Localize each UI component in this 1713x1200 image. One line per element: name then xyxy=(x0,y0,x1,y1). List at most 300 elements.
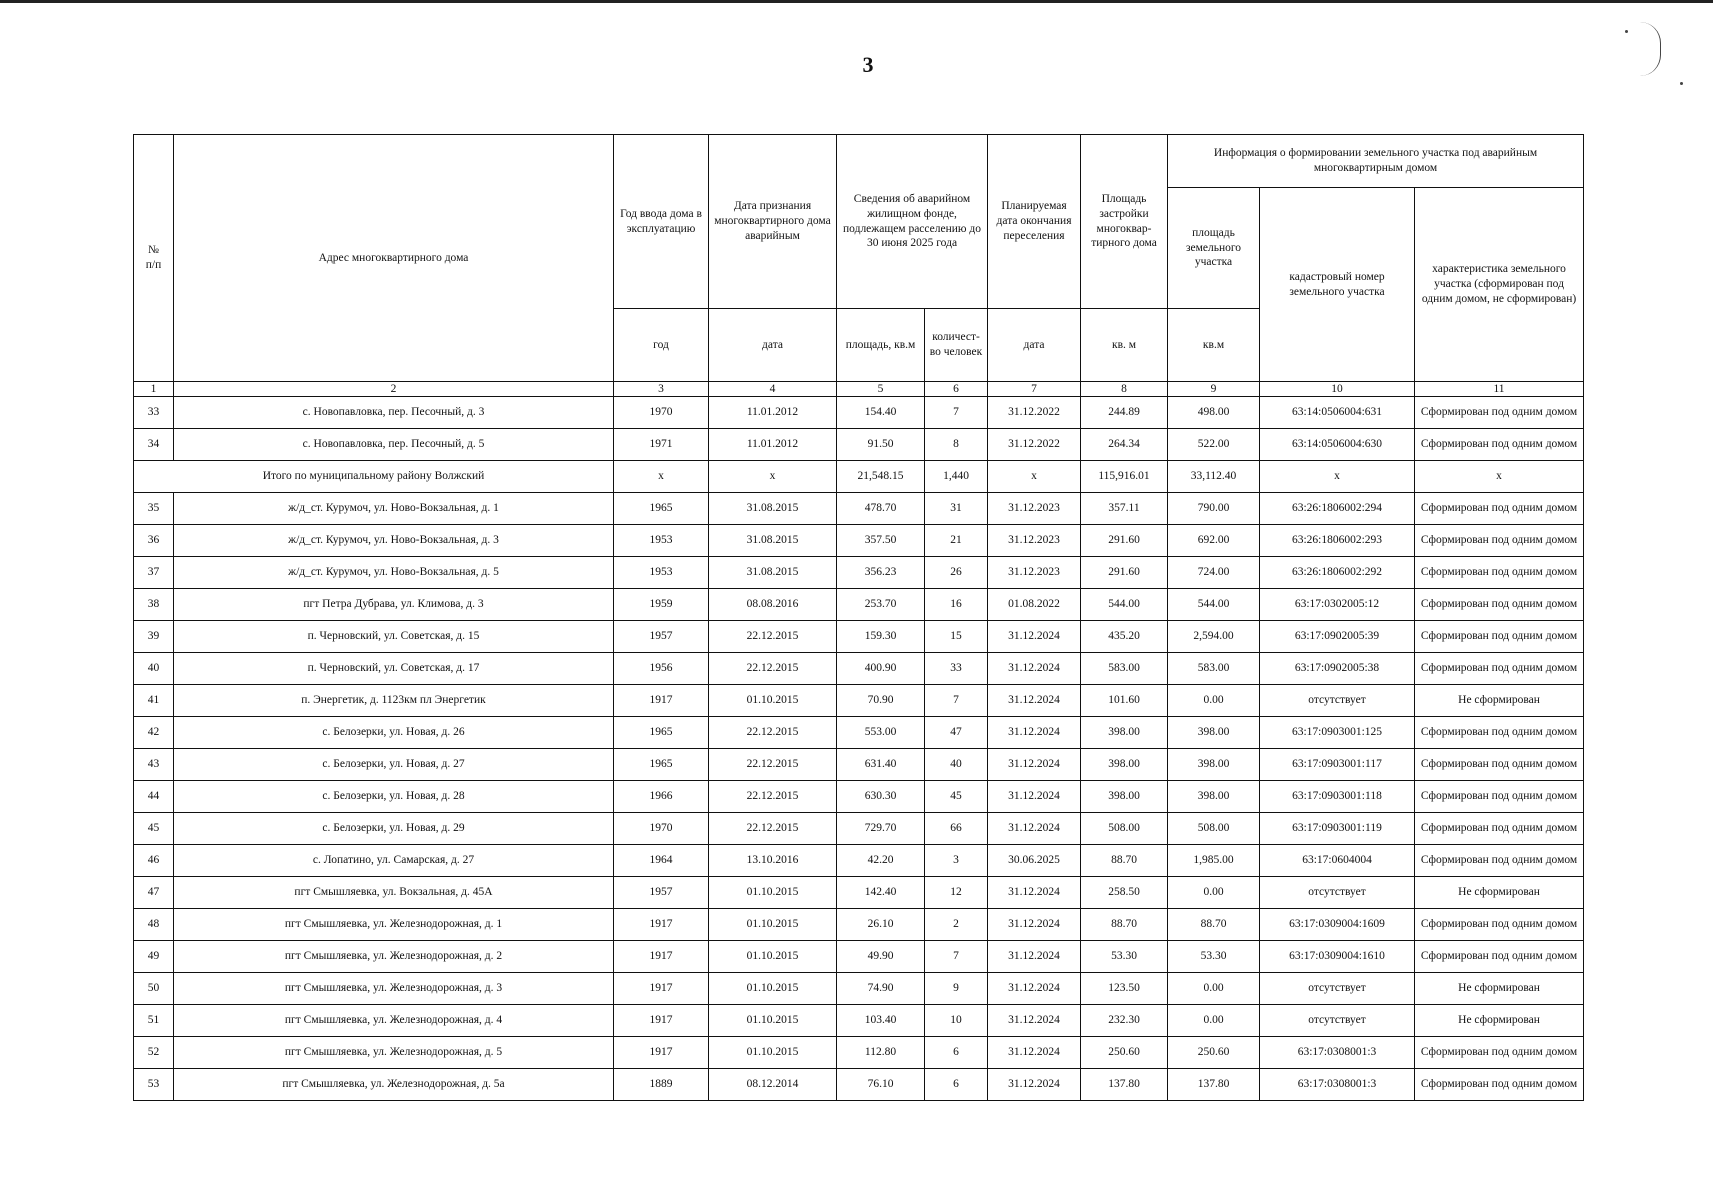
row-land-area: 0.00 xyxy=(1168,973,1260,1005)
row-built-area: 53.30 xyxy=(1081,941,1168,973)
row-people-count: 47 xyxy=(925,717,988,749)
row-built-area: 435.20 xyxy=(1081,621,1168,653)
column-number: 3 xyxy=(614,382,709,397)
row-number: 33 xyxy=(134,397,174,429)
row-cadastral-number: 63:26:1806002:292 xyxy=(1260,557,1415,589)
row-people-count: 7 xyxy=(925,941,988,973)
row-address: пгт Смышляевка, ул. Железнодорожная, д. 3 xyxy=(174,973,614,1005)
table-row xyxy=(134,589,1584,621)
row-land-area: 398.00 xyxy=(1168,749,1260,781)
row-land-area: 88.70 xyxy=(1168,909,1260,941)
row-people-count: 10 xyxy=(925,1005,988,1037)
row-built-area: 291.60 xyxy=(1081,557,1168,589)
row-emergency-area: 400.90 xyxy=(837,653,925,685)
row-year: 1953 xyxy=(614,525,709,557)
row-emergency-area: 159.30 xyxy=(837,621,925,653)
row-planned-date: 31.12.2024 xyxy=(988,877,1081,909)
row-land-area: 583.00 xyxy=(1168,653,1260,685)
row-land-characteristic: Сформирован под одним домом xyxy=(1415,845,1584,877)
row-planned-date: 31.12.2022 xyxy=(988,429,1081,461)
row-cadastral-number: 63:26:1806002:293 xyxy=(1260,525,1415,557)
row-recognition-date: 31.08.2015 xyxy=(709,557,837,589)
row-recognition-date: 22.12.2015 xyxy=(709,781,837,813)
row-planned-date: 31.12.2023 xyxy=(988,493,1081,525)
header-unit-year: год xyxy=(614,309,709,382)
row-address: пгт Смышляевка, ул. Железнодорожная, д. 4 xyxy=(174,1005,614,1037)
table-row xyxy=(134,525,1584,557)
row-emergency-area: 729.70 xyxy=(837,813,925,845)
row-recognition-date: 01.10.2015 xyxy=(709,973,837,1005)
row-number: 39 xyxy=(134,621,174,653)
column-number: 2 xyxy=(174,382,614,397)
scan-top-edge xyxy=(0,0,1713,3)
table-row xyxy=(134,429,1584,461)
row-emergency-area: 356.23 xyxy=(837,557,925,589)
row-emergency-area: 112.80 xyxy=(837,1037,925,1069)
row-number: 36 xyxy=(134,525,174,557)
row-number: 47 xyxy=(134,877,174,909)
row-address: с. Белозерки, ул. Новая, д. 26 xyxy=(174,717,614,749)
row-recognition-date: 11.01.2012 xyxy=(709,397,837,429)
row-address: пгт Смышляевка, ул. Железнодорожная, д. 5 xyxy=(174,1037,614,1069)
row-people-count: 6 xyxy=(925,1037,988,1069)
row-cadastral-number: 63:14:0506004:631 xyxy=(1260,397,1415,429)
column-number: 5 xyxy=(837,382,925,397)
row-land-area: 692.00 xyxy=(1168,525,1260,557)
row-address: с. Белозерки, ул. Новая, д. 28 xyxy=(174,781,614,813)
row-people-count: 7 xyxy=(925,397,988,429)
row-people-count: 66 xyxy=(925,813,988,845)
margin-pen-mark xyxy=(1640,22,1661,76)
table-row xyxy=(134,397,1584,429)
row-year: 1959 xyxy=(614,589,709,621)
row-built-area: 101.60 xyxy=(1081,685,1168,717)
header-land-info: Информация о формировании земельного участка под аварийным многоквартирным домом xyxy=(1168,135,1584,188)
table-row xyxy=(134,653,1584,685)
column-number: 6 xyxy=(925,382,988,397)
row-planned-date: 31.12.2024 xyxy=(988,813,1081,845)
row-planned-date: 31.12.2024 xyxy=(988,973,1081,1005)
row-people-count: 2 xyxy=(925,909,988,941)
row-planned-date: 31.12.2022 xyxy=(988,397,1081,429)
row-number: 41 xyxy=(134,685,174,717)
row-land-characteristic: Сформирован под одним домом xyxy=(1415,909,1584,941)
row-year: 1970 xyxy=(614,813,709,845)
row-land-characteristic: Сформирован под одним домом xyxy=(1415,781,1584,813)
emergency-housing-table xyxy=(133,134,1584,1101)
header-address: Адрес многоквартирного дома xyxy=(174,135,614,382)
row-recognition-date: 31.08.2015 xyxy=(709,493,837,525)
row-built-area: 291.60 xyxy=(1081,525,1168,557)
row-land-characteristic: Сформирован под одним домом xyxy=(1415,717,1584,749)
row-people-count: 26 xyxy=(925,557,988,589)
header-unit-sqm: кв. м xyxy=(1081,309,1168,382)
row-year: 1957 xyxy=(614,621,709,653)
table-row xyxy=(134,557,1584,589)
row-recognition-date: 13.10.2016 xyxy=(709,845,837,877)
row-built-area: 232.30 xyxy=(1081,1005,1168,1037)
row-year: 1917 xyxy=(614,1005,709,1037)
row-cadastral-number: 63:17:0903001:117 xyxy=(1260,749,1415,781)
total-cadastral: x xyxy=(1260,461,1415,493)
row-address: с. Лопатино, ул. Самарская, д. 27 xyxy=(174,845,614,877)
table-row xyxy=(134,717,1584,749)
row-land-characteristic: Сформирован под одним домом xyxy=(1415,1069,1584,1101)
total-label: Итого по муниципальному району Волжский xyxy=(134,461,614,493)
row-land-characteristic: Не сформирован xyxy=(1415,1005,1584,1037)
row-cadastral-number: 63:17:0308001:3 xyxy=(1260,1069,1415,1101)
row-people-count: 15 xyxy=(925,621,988,653)
row-land-area: 508.00 xyxy=(1168,813,1260,845)
column-number: 1 xyxy=(134,382,174,397)
row-recognition-date: 11.01.2012 xyxy=(709,429,837,461)
row-people-count: 33 xyxy=(925,653,988,685)
row-built-area: 250.60 xyxy=(1081,1037,1168,1069)
row-land-area: 53.30 xyxy=(1168,941,1260,973)
row-land-area: 790.00 xyxy=(1168,493,1260,525)
table-row xyxy=(134,1005,1584,1037)
row-number: 44 xyxy=(134,781,174,813)
row-land-area: 724.00 xyxy=(1168,557,1260,589)
row-cadastral-number: 63:17:0604004 xyxy=(1260,845,1415,877)
row-land-characteristic: Сформирован под одним домом xyxy=(1415,653,1584,685)
header-unit-people: количест-во человек xyxy=(925,309,988,382)
header-land-characteristic: характеристика земельного участка (сформирован под одним домом, не сформирован) xyxy=(1415,188,1584,382)
row-emergency-area: 91.50 xyxy=(837,429,925,461)
row-emergency-area: 253.70 xyxy=(837,589,925,621)
table-body xyxy=(134,397,1584,1101)
table-row xyxy=(134,621,1584,653)
row-address: п. Черновский, ул. Советская, д. 15 xyxy=(174,621,614,653)
row-year: 1965 xyxy=(614,749,709,781)
row-people-count: 3 xyxy=(925,845,988,877)
row-number: 34 xyxy=(134,429,174,461)
row-year: 1966 xyxy=(614,781,709,813)
row-cadastral-number: 63:17:0903001:118 xyxy=(1260,781,1415,813)
row-land-characteristic: Не сформирован xyxy=(1415,877,1584,909)
row-land-characteristic: Сформирован под одним домом xyxy=(1415,429,1584,461)
total-row xyxy=(134,461,1584,493)
column-number: 9 xyxy=(1168,382,1260,397)
row-built-area: 244.89 xyxy=(1081,397,1168,429)
row-land-characteristic: Сформирован под одним домом xyxy=(1415,589,1584,621)
row-planned-date: 31.12.2024 xyxy=(988,685,1081,717)
total-planned: x xyxy=(988,461,1081,493)
table-row xyxy=(134,941,1584,973)
row-cadastral-number: отсутствует xyxy=(1260,685,1415,717)
row-planned-date: 01.08.2022 xyxy=(988,589,1081,621)
row-built-area: 398.00 xyxy=(1081,781,1168,813)
row-land-area: 0.00 xyxy=(1168,685,1260,717)
row-number: 52 xyxy=(134,1037,174,1069)
row-year: 1917 xyxy=(614,685,709,717)
margin-dot xyxy=(1625,30,1628,33)
row-emergency-area: 70.90 xyxy=(837,685,925,717)
row-address: пгт Петра Дубрава, ул. Климова, д. 3 xyxy=(174,589,614,621)
row-planned-date: 31.12.2024 xyxy=(988,1069,1081,1101)
row-address: п. Черновский, ул. Советская, д. 17 xyxy=(174,653,614,685)
row-address: ж/д_ст. Курумоч, ул. Ново-Вокзальная, д. 5 xyxy=(174,557,614,589)
row-land-area: 398.00 xyxy=(1168,717,1260,749)
row-number: 46 xyxy=(134,845,174,877)
row-land-area: 137.80 xyxy=(1168,1069,1260,1101)
row-planned-date: 31.12.2024 xyxy=(988,749,1081,781)
row-cadastral-number: 63:17:0309004:1610 xyxy=(1260,941,1415,973)
column-numbers-row xyxy=(134,382,1584,397)
row-emergency-area: 478.70 xyxy=(837,493,925,525)
total-people: 1,440 xyxy=(925,461,988,493)
header-land-area: площадь земельного участка xyxy=(1168,188,1260,309)
row-people-count: 45 xyxy=(925,781,988,813)
row-planned-date: 31.12.2024 xyxy=(988,941,1081,973)
table-row xyxy=(134,845,1584,877)
row-number: 50 xyxy=(134,973,174,1005)
row-land-area: 250.60 xyxy=(1168,1037,1260,1069)
row-number: 35 xyxy=(134,493,174,525)
row-year: 1965 xyxy=(614,493,709,525)
table-row xyxy=(134,877,1584,909)
row-planned-date: 31.12.2024 xyxy=(988,1005,1081,1037)
row-emergency-area: 553.00 xyxy=(837,717,925,749)
row-recognition-date: 08.12.2014 xyxy=(709,1069,837,1101)
row-recognition-date: 08.08.2016 xyxy=(709,589,837,621)
column-number: 8 xyxy=(1081,382,1168,397)
row-recognition-date: 01.10.2015 xyxy=(709,909,837,941)
row-land-characteristic: Сформирован под одним домом xyxy=(1415,525,1584,557)
row-cadastral-number: 63:17:0308001:3 xyxy=(1260,1037,1415,1069)
row-recognition-date: 22.12.2015 xyxy=(709,749,837,781)
row-address: пгт Смышляевка, ул. Вокзальная, д. 45А xyxy=(174,877,614,909)
total-year: x xyxy=(614,461,709,493)
row-recognition-date: 22.12.2015 xyxy=(709,653,837,685)
column-number: 10 xyxy=(1260,382,1415,397)
row-planned-date: 30.06.2025 xyxy=(988,845,1081,877)
row-recognition-date: 01.10.2015 xyxy=(709,941,837,973)
row-number: 42 xyxy=(134,717,174,749)
row-cadastral-number: отсутствует xyxy=(1260,877,1415,909)
table-row xyxy=(134,1037,1584,1069)
total-land-area: 33,112.40 xyxy=(1168,461,1260,493)
total-area: 21,548.15 xyxy=(837,461,925,493)
row-built-area: 357.11 xyxy=(1081,493,1168,525)
row-people-count: 9 xyxy=(925,973,988,1005)
row-year: 1971 xyxy=(614,429,709,461)
column-number: 11 xyxy=(1415,382,1584,397)
row-land-area: 522.00 xyxy=(1168,429,1260,461)
row-planned-date: 31.12.2023 xyxy=(988,557,1081,589)
row-address: пгт Смышляевка, ул. Железнодорожная, д. 1 xyxy=(174,909,614,941)
row-land-characteristic: Сформирован под одним домом xyxy=(1415,493,1584,525)
row-land-area: 0.00 xyxy=(1168,1005,1260,1037)
row-built-area: 88.70 xyxy=(1081,845,1168,877)
row-address: с. Белозерки, ул. Новая, д. 27 xyxy=(174,749,614,781)
row-cadastral-number: 63:17:0902005:38 xyxy=(1260,653,1415,685)
table-row xyxy=(134,813,1584,845)
row-cadastral-number: 63:17:0903001:125 xyxy=(1260,717,1415,749)
row-land-characteristic: Сформирован под одним домом xyxy=(1415,749,1584,781)
header-unit-sqm2: кв.м xyxy=(1168,309,1260,382)
row-address: с. Новопавловка, пер. Песочный, д. 5 xyxy=(174,429,614,461)
row-address: пгт Смышляевка, ул. Железнодорожная, д. 5а xyxy=(174,1069,614,1101)
row-address: п. Энергетик, д. 1123км пл Энергетик xyxy=(174,685,614,717)
row-cadastral-number: 63:26:1806002:294 xyxy=(1260,493,1415,525)
row-year: 1917 xyxy=(614,1037,709,1069)
row-planned-date: 31.12.2024 xyxy=(988,621,1081,653)
row-land-characteristic: Сформирован под одним домом xyxy=(1415,1037,1584,1069)
row-built-area: 544.00 xyxy=(1081,589,1168,621)
row-cadastral-number: 63:14:0506004:630 xyxy=(1260,429,1415,461)
row-emergency-area: 49.90 xyxy=(837,941,925,973)
row-land-area: 544.00 xyxy=(1168,589,1260,621)
row-year: 1917 xyxy=(614,909,709,941)
row-year: 1970 xyxy=(614,397,709,429)
row-built-area: 583.00 xyxy=(1081,653,1168,685)
row-address: с. Новопавловка, пер. Песочный, д. 3 xyxy=(174,397,614,429)
header-unit-date2: дата xyxy=(988,309,1081,382)
row-land-characteristic: Не сформирован xyxy=(1415,973,1584,1005)
row-planned-date: 31.12.2023 xyxy=(988,525,1081,557)
table-row xyxy=(134,749,1584,781)
column-number: 4 xyxy=(709,382,837,397)
header-recognition-date: Дата признания многоквартирного дома аварийным xyxy=(709,135,837,309)
row-recognition-date: 01.10.2015 xyxy=(709,877,837,909)
row-address: ж/д_ст. Курумоч, ул. Ново-Вокзальная, д. 3 xyxy=(174,525,614,557)
row-year: 1956 xyxy=(614,653,709,685)
row-address: пгт Смышляевка, ул. Железнодорожная, д. 2 xyxy=(174,941,614,973)
row-emergency-area: 26.10 xyxy=(837,909,925,941)
row-recognition-date: 22.12.2015 xyxy=(709,717,837,749)
row-planned-date: 31.12.2024 xyxy=(988,781,1081,813)
row-number: 45 xyxy=(134,813,174,845)
table-row xyxy=(134,685,1584,717)
header-unit-area: площадь, кв.м xyxy=(837,309,925,382)
row-land-area: 498.00 xyxy=(1168,397,1260,429)
row-built-area: 508.00 xyxy=(1081,813,1168,845)
row-number: 40 xyxy=(134,653,174,685)
row-emergency-area: 42.20 xyxy=(837,845,925,877)
table-row xyxy=(134,781,1584,813)
row-emergency-area: 142.40 xyxy=(837,877,925,909)
row-recognition-date: 01.10.2015 xyxy=(709,1037,837,1069)
row-emergency-area: 154.40 xyxy=(837,397,925,429)
row-planned-date: 31.12.2024 xyxy=(988,653,1081,685)
row-cadastral-number: отсутствует xyxy=(1260,1005,1415,1037)
row-recognition-date: 01.10.2015 xyxy=(709,1005,837,1037)
row-people-count: 40 xyxy=(925,749,988,781)
row-cadastral-number: отсутствует xyxy=(1260,973,1415,1005)
row-year: 1953 xyxy=(614,557,709,589)
row-number: 49 xyxy=(134,941,174,973)
row-year: 1889 xyxy=(614,1069,709,1101)
row-land-characteristic: Сформирован под одним домом xyxy=(1415,813,1584,845)
table-row xyxy=(134,493,1584,525)
row-land-characteristic: Сформирован под одним домом xyxy=(1415,557,1584,589)
header-year: Год ввода дома в эксплуатацию xyxy=(614,135,709,309)
row-built-area: 123.50 xyxy=(1081,973,1168,1005)
row-planned-date: 31.12.2024 xyxy=(988,909,1081,941)
row-year: 1965 xyxy=(614,717,709,749)
row-people-count: 21 xyxy=(925,525,988,557)
header-emergency-fund: Сведения об аварийном жилищном фонде, подлежащем расселению до 30 июня 2025 года xyxy=(837,135,988,309)
row-built-area: 398.00 xyxy=(1081,749,1168,781)
row-number: 37 xyxy=(134,557,174,589)
row-emergency-area: 631.40 xyxy=(837,749,925,781)
row-people-count: 12 xyxy=(925,877,988,909)
row-land-characteristic: Сформирован под одним домом xyxy=(1415,397,1584,429)
row-built-area: 398.00 xyxy=(1081,717,1168,749)
total-date: x xyxy=(709,461,837,493)
page-number: 3 xyxy=(862,52,874,77)
row-people-count: 7 xyxy=(925,685,988,717)
header-planned-date: Планируемая дата окончания переселения xyxy=(988,135,1081,309)
header-built-area: Площадь застройки многоквар-тирного дома xyxy=(1081,135,1168,309)
row-emergency-area: 357.50 xyxy=(837,525,925,557)
row-cadastral-number: 63:17:0309004:1609 xyxy=(1260,909,1415,941)
header-unit-date: дата xyxy=(709,309,837,382)
row-number: 38 xyxy=(134,589,174,621)
row-people-count: 8 xyxy=(925,429,988,461)
header-num: № п/п xyxy=(134,135,174,382)
row-address: ж/д_ст. Курумоч, ул. Ново-Вокзальная, д. 1 xyxy=(174,493,614,525)
header-cadastral: кадастровый номер земельного участка xyxy=(1260,188,1415,382)
row-recognition-date: 22.12.2015 xyxy=(709,621,837,653)
row-land-area: 2,594.00 xyxy=(1168,621,1260,653)
column-number: 7 xyxy=(988,382,1081,397)
row-land-characteristic: Сформирован под одним домом xyxy=(1415,941,1584,973)
row-cadastral-number: 63:17:0302005:12 xyxy=(1260,589,1415,621)
row-number: 53 xyxy=(134,1069,174,1101)
row-planned-date: 31.12.2024 xyxy=(988,717,1081,749)
row-built-area: 137.80 xyxy=(1081,1069,1168,1101)
row-built-area: 258.50 xyxy=(1081,877,1168,909)
row-year: 1957 xyxy=(614,877,709,909)
row-emergency-area: 103.40 xyxy=(837,1005,925,1037)
row-emergency-area: 76.10 xyxy=(837,1069,925,1101)
row-year: 1917 xyxy=(614,973,709,1005)
row-number: 43 xyxy=(134,749,174,781)
row-land-area: 1,985.00 xyxy=(1168,845,1260,877)
row-built-area: 264.34 xyxy=(1081,429,1168,461)
row-land-area: 0.00 xyxy=(1168,877,1260,909)
row-people-count: 6 xyxy=(925,1069,988,1101)
total-built: 115,916.01 xyxy=(1081,461,1168,493)
row-cadastral-number: 63:17:0902005:39 xyxy=(1260,621,1415,653)
row-emergency-area: 74.90 xyxy=(837,973,925,1005)
row-land-area: 398.00 xyxy=(1168,781,1260,813)
row-number: 51 xyxy=(134,1005,174,1037)
row-people-count: 16 xyxy=(925,589,988,621)
row-people-count: 31 xyxy=(925,493,988,525)
row-built-area: 88.70 xyxy=(1081,909,1168,941)
row-land-characteristic: Сформирован под одним домом xyxy=(1415,621,1584,653)
total-land: x xyxy=(1415,461,1584,493)
row-recognition-date: 01.10.2015 xyxy=(709,685,837,717)
row-recognition-date: 22.12.2015 xyxy=(709,813,837,845)
row-planned-date: 31.12.2024 xyxy=(988,1037,1081,1069)
row-number: 48 xyxy=(134,909,174,941)
table-row xyxy=(134,909,1584,941)
row-year: 1964 xyxy=(614,845,709,877)
table-row xyxy=(134,1069,1584,1101)
row-year: 1917 xyxy=(614,941,709,973)
row-land-characteristic: Не сформирован xyxy=(1415,685,1584,717)
margin-dot xyxy=(1680,82,1683,85)
table-row xyxy=(134,973,1584,1005)
row-recognition-date: 31.08.2015 xyxy=(709,525,837,557)
row-cadastral-number: 63:17:0903001:119 xyxy=(1260,813,1415,845)
row-address: с. Белозерки, ул. Новая, д. 29 xyxy=(174,813,614,845)
row-emergency-area: 630.30 xyxy=(837,781,925,813)
